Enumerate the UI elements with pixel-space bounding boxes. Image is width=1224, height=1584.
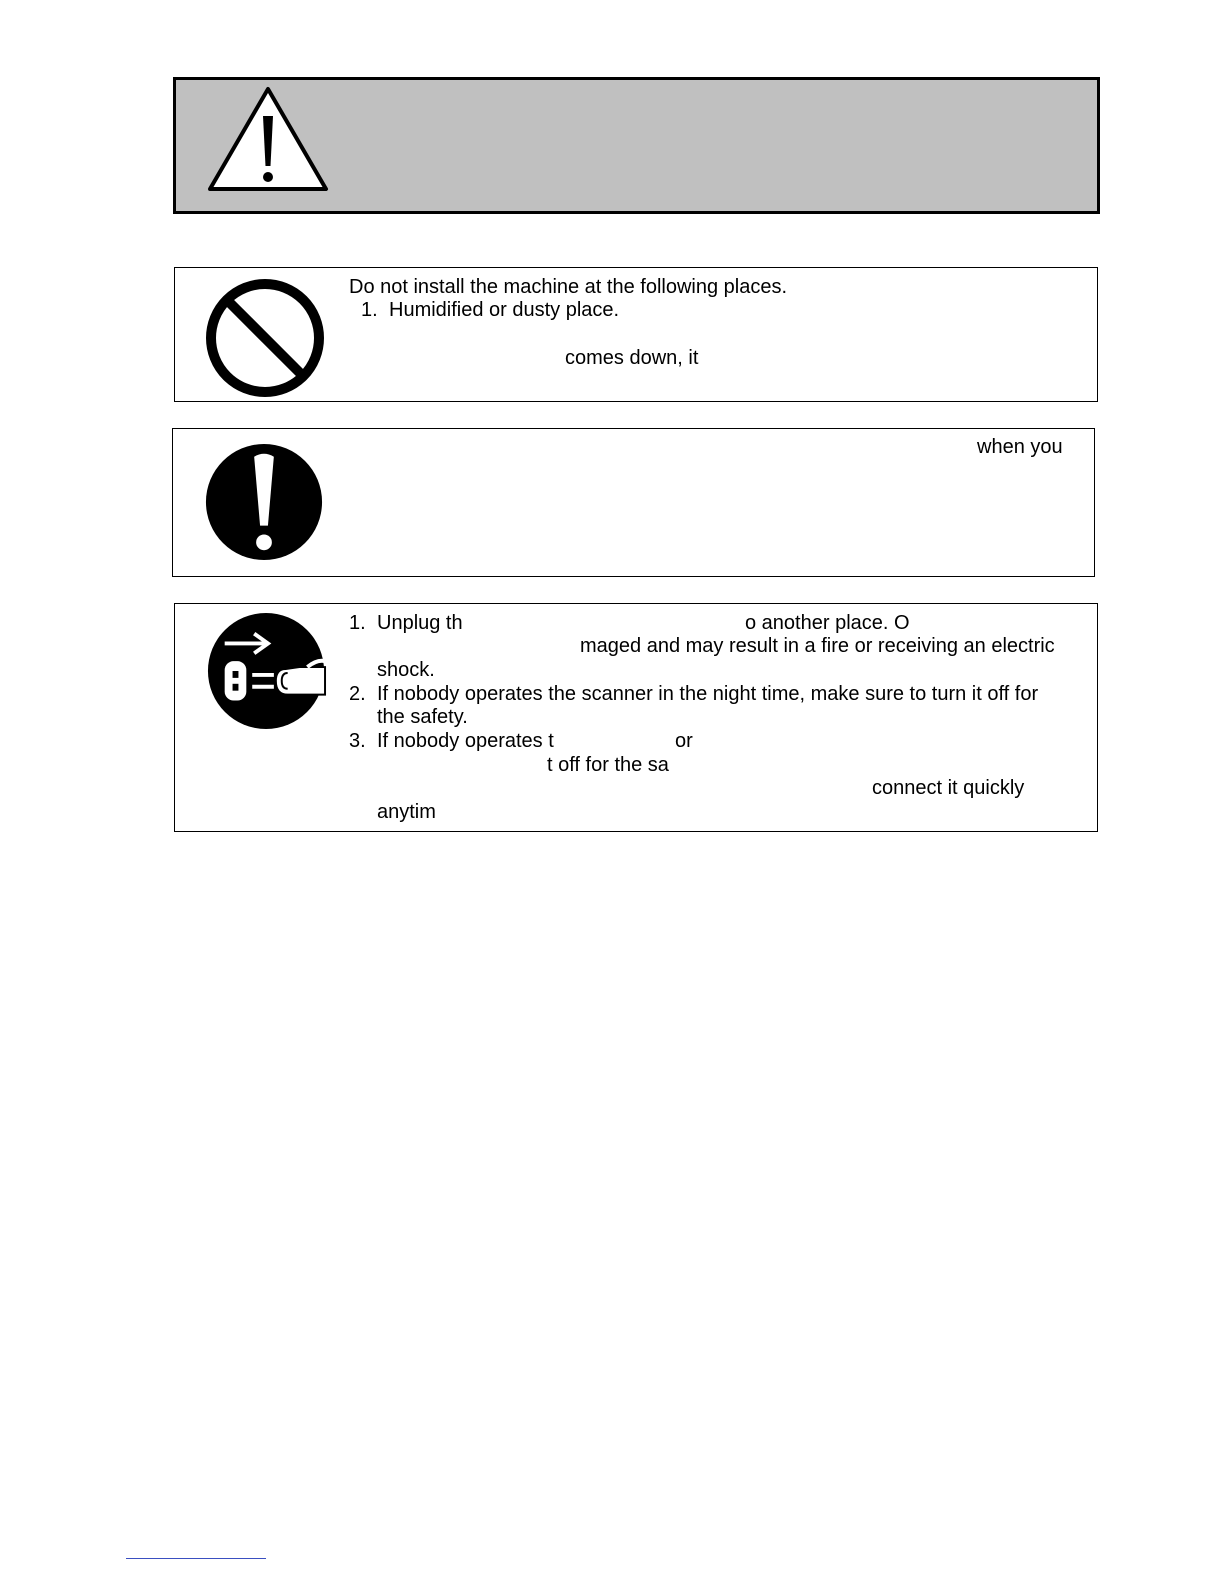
panel3-item3-line1a: If nobody operates t — [377, 730, 554, 752]
panel3-item1-number: 1. — [349, 612, 366, 634]
panel3-item3-number: 3. — [349, 730, 366, 752]
prohibition-icon — [203, 276, 327, 400]
footnote-rule — [126, 1558, 266, 1559]
panel3-item1-line1b: o another place. O — [745, 612, 910, 634]
panel3-item3-line4: anytim — [377, 801, 436, 823]
mandatory-exclamation-icon — [203, 441, 325, 563]
panel3-item2-line2: the safety. — [377, 706, 468, 728]
panel1-item-number: 1. — [361, 299, 378, 321]
panel2-fragment: when you — [977, 436, 1063, 458]
panel1-intro: Do not install the machine at the following places. — [349, 276, 788, 298]
panel3-item2-line1: If nobody operates the scanner in the night time, make sure to turn it off for — [377, 683, 1039, 705]
warning-triangle-icon — [206, 84, 330, 192]
panel3-item3-line1b: or — [675, 730, 693, 752]
panel3-item1-line3: shock. — [377, 659, 435, 681]
unplug-icon — [205, 610, 327, 732]
panel1-item-text: Humidified or dusty place. — [389, 299, 620, 321]
panel3-item3-line2: t off for the sa — [547, 754, 669, 776]
panel1-fragment: comes down, it — [565, 347, 699, 369]
mandatory-panel — [172, 428, 1095, 577]
panel3-item1-line2: maged and may result in a fire or receiving an electric — [580, 635, 1055, 657]
unplug-panel — [174, 603, 1098, 832]
prohibition-panel — [174, 267, 1098, 402]
warning-header-box — [173, 77, 1100, 214]
panel3-item3-line3: connect it quickly — [872, 777, 1025, 799]
panel3-item2-number: 2. — [349, 683, 366, 705]
panel3-item1-line1a: Unplug th — [377, 612, 463, 634]
